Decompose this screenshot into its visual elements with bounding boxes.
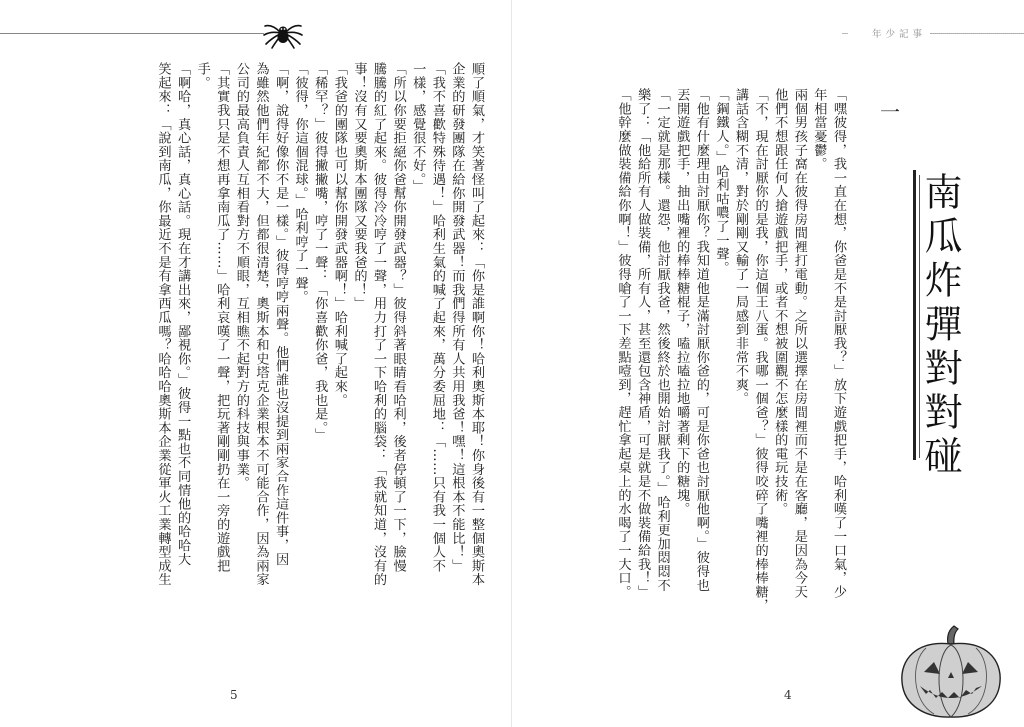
text-line: 「不，現在討厭你的是我，你這個王八蛋。我哪一個爸？」彼得咬碎了嘴裡的棒棒糖， (752, 88, 768, 613)
spider-icon (262, 16, 304, 50)
left-page-body (153, 62, 486, 662)
text-line: 「一定就是那樣。還怨，他討厭我爸，然後終於也開始討厭我了。」哈利更加悶悶不 (654, 88, 670, 592)
text-line: 笑起來：「說到南瓜，你最近不是有拿西瓜嗎？哈哈哈奧斯本企業從軍火工業轉型成生 (155, 62, 171, 587)
jack-o-lantern-pumpkin (896, 622, 1006, 722)
text-line: 「他有什麼理由討厭你？我知道他是滿討厭你爸的，可是你爸也討厭他啊。」彼得也 (693, 88, 709, 592)
text-line: 企業的研發團隊在給你開發武器！而我們得所有人共用我爸！嘿！這根本不能比！」 (449, 62, 465, 573)
text-line: 樂了：「他給所有人做裝備，所有人，甚至還包含神盾，可是就是不做裝備給我！」 (635, 88, 651, 599)
text-line: 「稀罕？」彼得撇撇嘴，哼了一聲：「你喜歡你爸，我也是。」 (312, 62, 328, 442)
text-line: 事！沒有又要奧斯本團隊又要我爸的！」 (351, 62, 367, 311)
text-line: 手。 (194, 62, 210, 90)
text-line: 「他幹麼做裝備給你啊！」彼得嗆了一下差點噎到，趕忙拿起桌上的水喝了一大口。 (615, 88, 631, 599)
text-line: 丟開遊戲把手，抽出嘴裡的棒棒糖棍子，嗑拉嗑拉地嚼著剩下的糖塊。 (674, 88, 690, 516)
chapter-title: 南瓜炸彈對對碰 (918, 172, 962, 480)
header-rule-left (0, 33, 264, 34)
text-line: 「我不喜歡特殊待遇！」哈利生氣的喊了起來，萬分委屈地：「……只有我一個人不 (429, 62, 445, 573)
text-line: 年相當憂鬱。 (811, 88, 827, 171)
text-line: 兩個男孩子窩在彼得房間裡打電動。之所以選擇在房間裡而不是在客廳，是因為今天 (791, 88, 807, 599)
text-line: 騰騰的紅了起來。彼得冷冷哼了一聲，用力打了一下哈利的腦袋：「我就知道，沒有的 (371, 62, 387, 587)
text-line: 「啊哈，真心話，真心話。現在才講出來，鄙視你。」彼得一點也不同情他的哈哈大 (175, 62, 191, 566)
text-line: 為雖然他們年紀都不大，但都很清楚，奧斯本和史塔克企業根本不可能合作，因為兩家 (253, 62, 269, 587)
header-rule-right (930, 33, 1024, 34)
header-rule-right-short (842, 33, 848, 34)
text-line: 「鋼鐵人。」哈利咕噥了一聲。 (713, 88, 729, 275)
text-line: 「彼得，你這個混球。」哈利哼了一聲。 (292, 62, 308, 304)
text-line: 順了順氣，才笑著怪叫了起來：「你是誰啊你！哈利奧斯本耶！你身後有一整個奧斯本 (469, 62, 484, 587)
text-line: 「嘿彼得，我一直在想，你爸是不是討厭我？」放下遊戲把手，哈利嘆了一口氣，少 (831, 88, 846, 599)
text-line: 公司的最高負責人互相看對方不順眼，互相瞧不起對方的科技與事業。 (233, 62, 249, 490)
chapter-number: 一 (880, 100, 900, 124)
page-number-left: 5 (230, 688, 238, 702)
right-page-body (613, 88, 848, 648)
page-number-right: 4 (784, 688, 792, 702)
text-line: 他們不想跟任何人搶遊戲把手，或者不想被圍觀不怎麼樣的電玩技術。 (772, 88, 788, 516)
text-line: 「啊，說得好像你不是一樣。」彼得哼哼兩聲。他們誰也沒提到兩家合作這件事，因 (273, 62, 289, 566)
text-line: 「所以你要拒絕你爸幫你開發武器？」彼得斜著眼睛看哈利，後者停頓了一下，臉慢 (390, 62, 406, 573)
running-header: 年少記事 (872, 29, 927, 40)
title-rule-thick (913, 170, 916, 460)
text-line: 講話含糊不清，對於剛剛又輸了一局感到非常不爽。 (733, 88, 749, 406)
text-line: 「我爸的團隊也可以幫你開發武器啊！」哈利喊了起來。 (331, 62, 347, 407)
text-line: 一樣，感覺很不好。」 (410, 62, 426, 194)
text-line: 「其實我只是不想再拿南瓜了……」哈利哀嘆了一聲，把玩著剛剛扔在一旁的遊戲把 (214, 62, 230, 573)
